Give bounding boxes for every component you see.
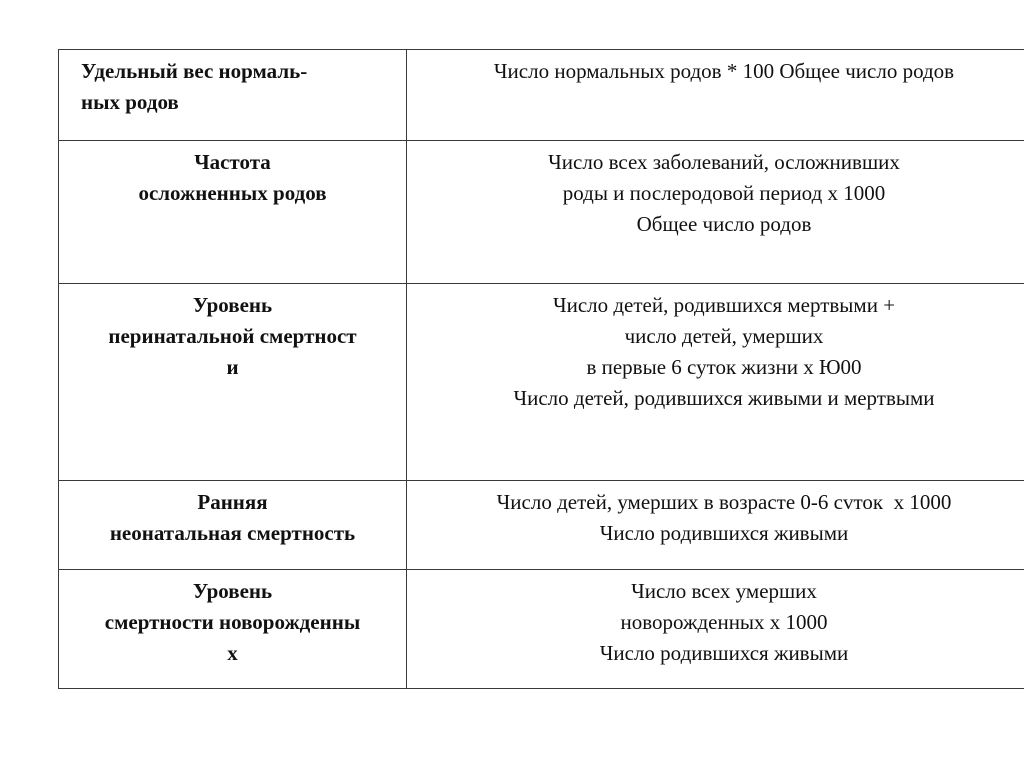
formula-cell <box>407 284 1024 481</box>
indicator-name-cell <box>59 570 407 689</box>
indicators-table <box>58 49 1024 689</box>
formula-line: Число нормальных родов * 100 Общее число родов <box>493 59 955 83</box>
table-row <box>59 284 1024 481</box>
formula-line: роды и послеродовой период х 1000 <box>562 181 886 205</box>
formula-cell <box>407 570 1024 689</box>
formula-line: в первые 6 суток жизни х Ю00 <box>586 355 862 379</box>
indicator-name-line: Уровень <box>192 293 273 317</box>
formula-line: Число детей, умерших в возрасте 0-6 сvток х 1000 <box>496 490 952 514</box>
formula-line: Число всех заболеваний, осложнивших <box>548 150 900 174</box>
indicator-name-line: Ранняя <box>197 490 268 514</box>
formula-line: новорожденных х 1000 <box>620 610 828 634</box>
indicator-name-line: смертности новорожденны <box>104 610 361 634</box>
indicator-name-line: неонатальная смертность <box>109 521 356 545</box>
indicator-name-line: перинатальной смертност <box>108 324 357 348</box>
formula-line: Число всех умерших <box>631 579 817 603</box>
indicator-name-cell <box>59 284 407 481</box>
formula-line: Число родившихся живыми <box>599 521 849 545</box>
formula-line: число детей, умерших <box>624 324 824 348</box>
indicator-name-cell <box>59 141 407 284</box>
table-row <box>59 481 1024 570</box>
formula-cell <box>407 50 1024 141</box>
table-row <box>59 50 1024 141</box>
indicator-name-cell <box>59 50 407 141</box>
indicator-name-line: ных родов <box>81 90 179 114</box>
indicator-name-cell <box>59 481 407 570</box>
indicator-name-line: и <box>226 355 239 379</box>
indicator-name-line: х <box>227 641 238 665</box>
indicator-name-line: осложненных родов <box>138 181 327 205</box>
formula-cell <box>407 481 1024 570</box>
table-row <box>59 570 1024 689</box>
formula-line: Число детей, родившихся мертвыми + <box>552 293 896 317</box>
indicator-name-line: Уровень <box>192 579 273 603</box>
formula-line: Число родившихся живыми <box>599 641 849 665</box>
formula-line: Число детей, родившихся живыми и мертвыми <box>513 386 935 410</box>
formula-cell <box>407 141 1024 284</box>
indicator-name-line: Частота <box>194 150 271 174</box>
table-row <box>59 141 1024 284</box>
indicator-name-line: Удельный вес нормаль- <box>81 59 308 83</box>
formula-line: Общее число родов <box>636 212 812 236</box>
